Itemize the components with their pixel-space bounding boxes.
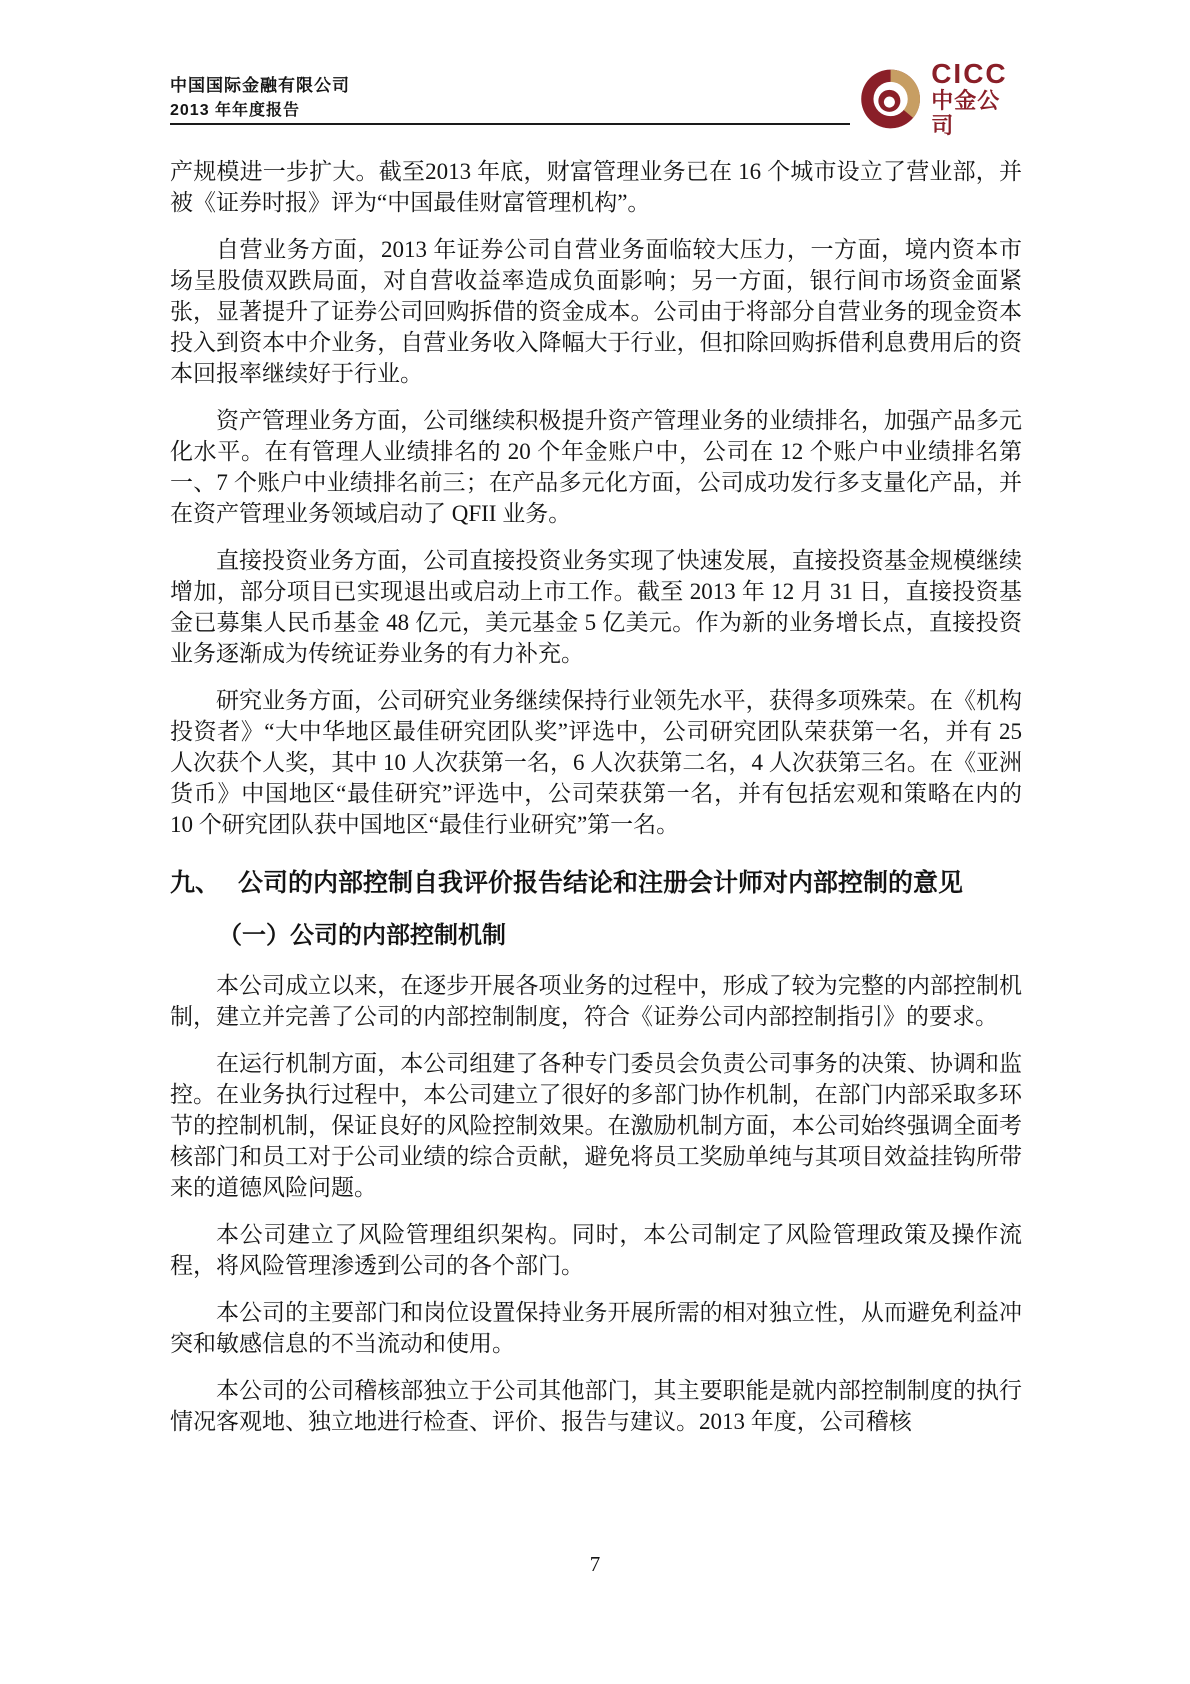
cicc-logo — [860, 60, 1022, 139]
paragraph-audit-department: 本公司的公司稽核部独立于公司其他部门，其主要职能是就内部控制制度的执行情况客观地、独立地进行检查、评价、报告与建议。2013 年度，公司稽核 — [170, 1377, 1022, 1434]
header-company-name: 中国国际金融有限公司 — [170, 76, 350, 95]
paragraph-direct-investment: 直接投资业务方面，公司直接投资业务实现了快速发展，直接投资基金规模继续增加，部分项目已实现退出或启动上市工作。截至 2013 年 12 月 31 日，直接投资基金已募集人民币基金 48 亿元，美元基金 5 亿美元。作为新的业务增长点，直接投资业务逐渐成为传统证券业务的有力补充。 — [170, 548, 1022, 666]
section-number: 九、 — [170, 870, 221, 897]
logo-wordmark-zh: 中金公司 — [931, 88, 1001, 139]
section-heading — [170, 868, 1022, 901]
section-title: 公司的内部控制自我评价报告结论和注册会计师对内部控制的意见 — [238, 870, 964, 897]
page-number: 7 — [589, 1552, 601, 1576]
document-body — [170, 156, 1022, 1453]
paragraph-risk-management: 本公司建立了风险管理组织架构。同时，本公司制定了风险管理政策及操作流程，将风险管理渗透到公司的各个部门。 — [170, 1221, 1022, 1278]
subsection-heading: （一）公司的内部控制机制 — [218, 922, 506, 949]
paragraph-research: 研究业务方面，公司研究业务继续保持行业领先水平，获得多项殊荣。在《机构投资者》“大中华地区最佳研究团队奖”评选中，公司研究团队荣获第一名，并有 25 人次获个人奖，其中 10 人次获第一名，6 人次获第二名，4 人次获第三名。在《亚洲货币》中国地区“最佳研究”评选中，公司荣获第一名，并有包括宏观和策略在内的 10 个研究团队获中国地区“最佳行业研究”第一名。 — [170, 688, 1022, 837]
paragraph-operating-mechanism: 在运行机制方面，本公司组建了各种专门委员会负责公司事务的决策、协调和监控。在业务执行过程中，本公司建立了很好的多部门协作机制，在部门内部采取多环节的控制机制，保证良好的风险控制效果。在激励机制方面，本公司始终强调全面考核部门和员工对于公司业绩的综合贡献，避免将员工奖励单纯与其项目效益挂钩所带来的道德风险问题。 — [170, 1050, 1022, 1200]
paragraph-proprietary-trading: 自营业务方面，2013 年证券公司自营业务面临较大压力，一方面，境内资本市场呈股债双跌局面，对自营收益率造成负面影响；另一方面，银行间市场资金面紧张，显著提升了证券公司回购拆借的资金成本。公司由于将部分自营业务的现金资本投入到资本中介业务，自营业务收入降幅大于行业，但扣除回购拆借利息费用后的资本回报率继续好于行业。 — [170, 237, 1022, 386]
page-footer — [0, 1552, 1190, 1577]
header-divider — [170, 123, 850, 125]
header-report-title: 2013 年年度报告 — [170, 101, 301, 119]
page-header — [170, 58, 1022, 139]
cicc-ring-icon — [860, 68, 921, 130]
logo-wordmark — [931, 60, 1022, 139]
logo-wordmark-en: CICC — [931, 58, 1008, 89]
paragraph-independence: 本公司的主要部门和岗位设置保持业务开展所需的相对独立性，从而避免利益冲突和敏感信息的不当流动和使用。 — [170, 1299, 1022, 1356]
paragraph-internal-control-mechanism: 本公司成立以来，在逐步开展各项业务的过程中，形成了较为完整的内部控制机制，建立并完善了公司的内部控制制度，符合《证券公司内部控制指引》的要求。 — [170, 972, 1022, 1029]
paragraph-asset-management: 资产管理业务方面，公司继续积极提升资产管理业务的业绩排名，加强产品多元化水平。在有管理人业绩排名的 20 个年金账户中，公司在 12 个账户中业绩排名第一、7 个账户中业绩排名前三；在产品多元化方面，公司成功发行多支量化产品，并在资产管理业务领域启动了 QFII 业务。 — [170, 408, 1022, 526]
paragraph-wealth-management: 产规模进一步扩大。截至2013 年底，财富管理业务已在 16 个城市设立了营业部，并被《证券时报》评为“中国最佳财富管理机构”。 — [170, 159, 1022, 215]
